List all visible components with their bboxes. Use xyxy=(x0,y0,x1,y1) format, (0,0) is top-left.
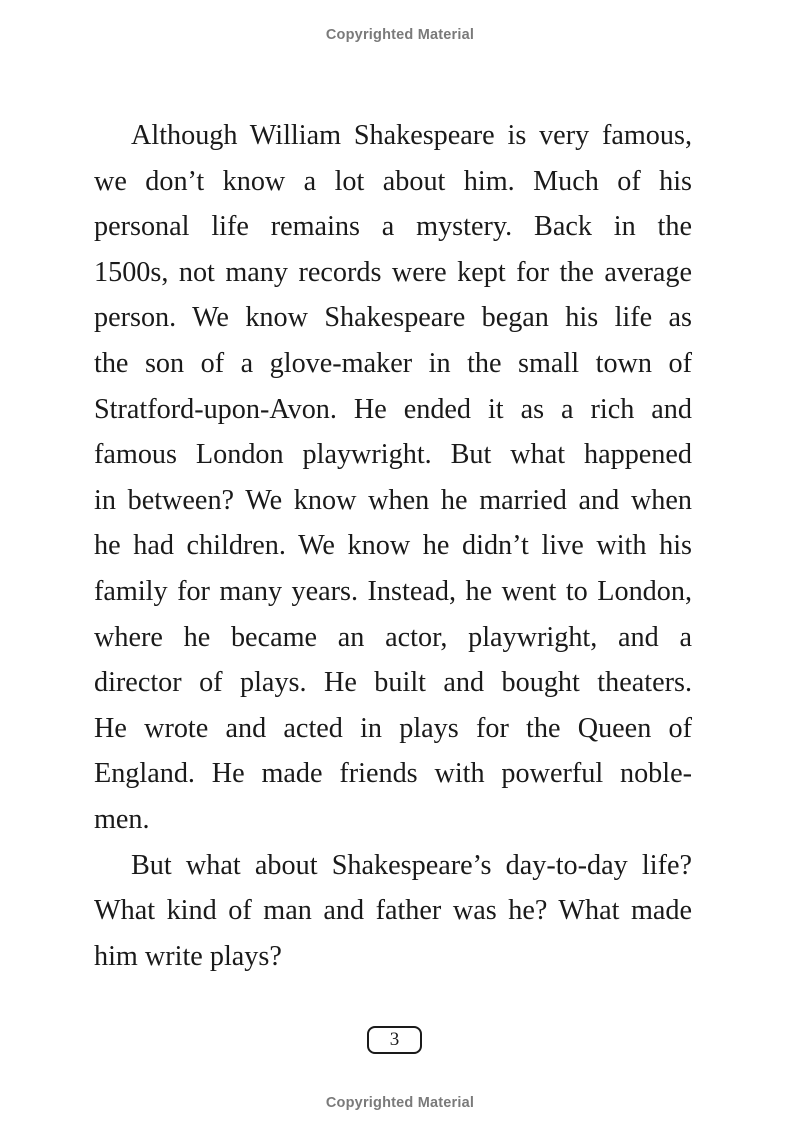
text-line: director of plays. He built and bought theaters. xyxy=(94,667,692,699)
text-line: person. We know Shakespeare began his life as xyxy=(94,302,692,334)
text-line: where he became an actor, playwright, and a xyxy=(94,621,692,653)
text-line: in between? We know when he married and when xyxy=(94,484,692,516)
text-line: we don’t know a lot about him. Much of his xyxy=(94,165,692,197)
copyright-watermark-top: Copyrighted Material xyxy=(325,27,475,43)
copyright-watermark-bottom: Copyrighted Material xyxy=(325,1095,475,1111)
text-line: Stratford-upon-Avon. He ended it as a rich and xyxy=(94,393,692,425)
page-body xyxy=(94,113,692,979)
text-line: 1500s, not many records were kept for the average xyxy=(94,256,692,288)
text-line: What kind of man and father was he? What made xyxy=(94,895,692,927)
paragraph-1 xyxy=(94,113,692,843)
page-number-badge: 3 xyxy=(367,1026,422,1054)
text-line: the son of a glove-maker in the small town of xyxy=(94,347,692,379)
text-line: famous London playwright. But what happened xyxy=(94,439,692,471)
text-line: him write plays? xyxy=(94,940,282,972)
text-line: But what about Shakespeare’s day-to-day life? xyxy=(131,849,692,881)
text-line: England. He made friends with powerful noble- xyxy=(94,758,692,790)
text-line: personal life remains a mystery. Back in the xyxy=(94,211,692,243)
paragraph-2 xyxy=(94,843,692,980)
text-line: Although William Shakespeare is very famous, xyxy=(131,120,692,151)
text-line: He wrote and acted in plays for the Queen of xyxy=(94,712,692,744)
text-line: family for many years. Instead, he went to London, xyxy=(94,575,692,607)
text-line: men. xyxy=(94,803,150,835)
text-line: he had children. We know he didn’t live with his xyxy=(94,530,692,562)
